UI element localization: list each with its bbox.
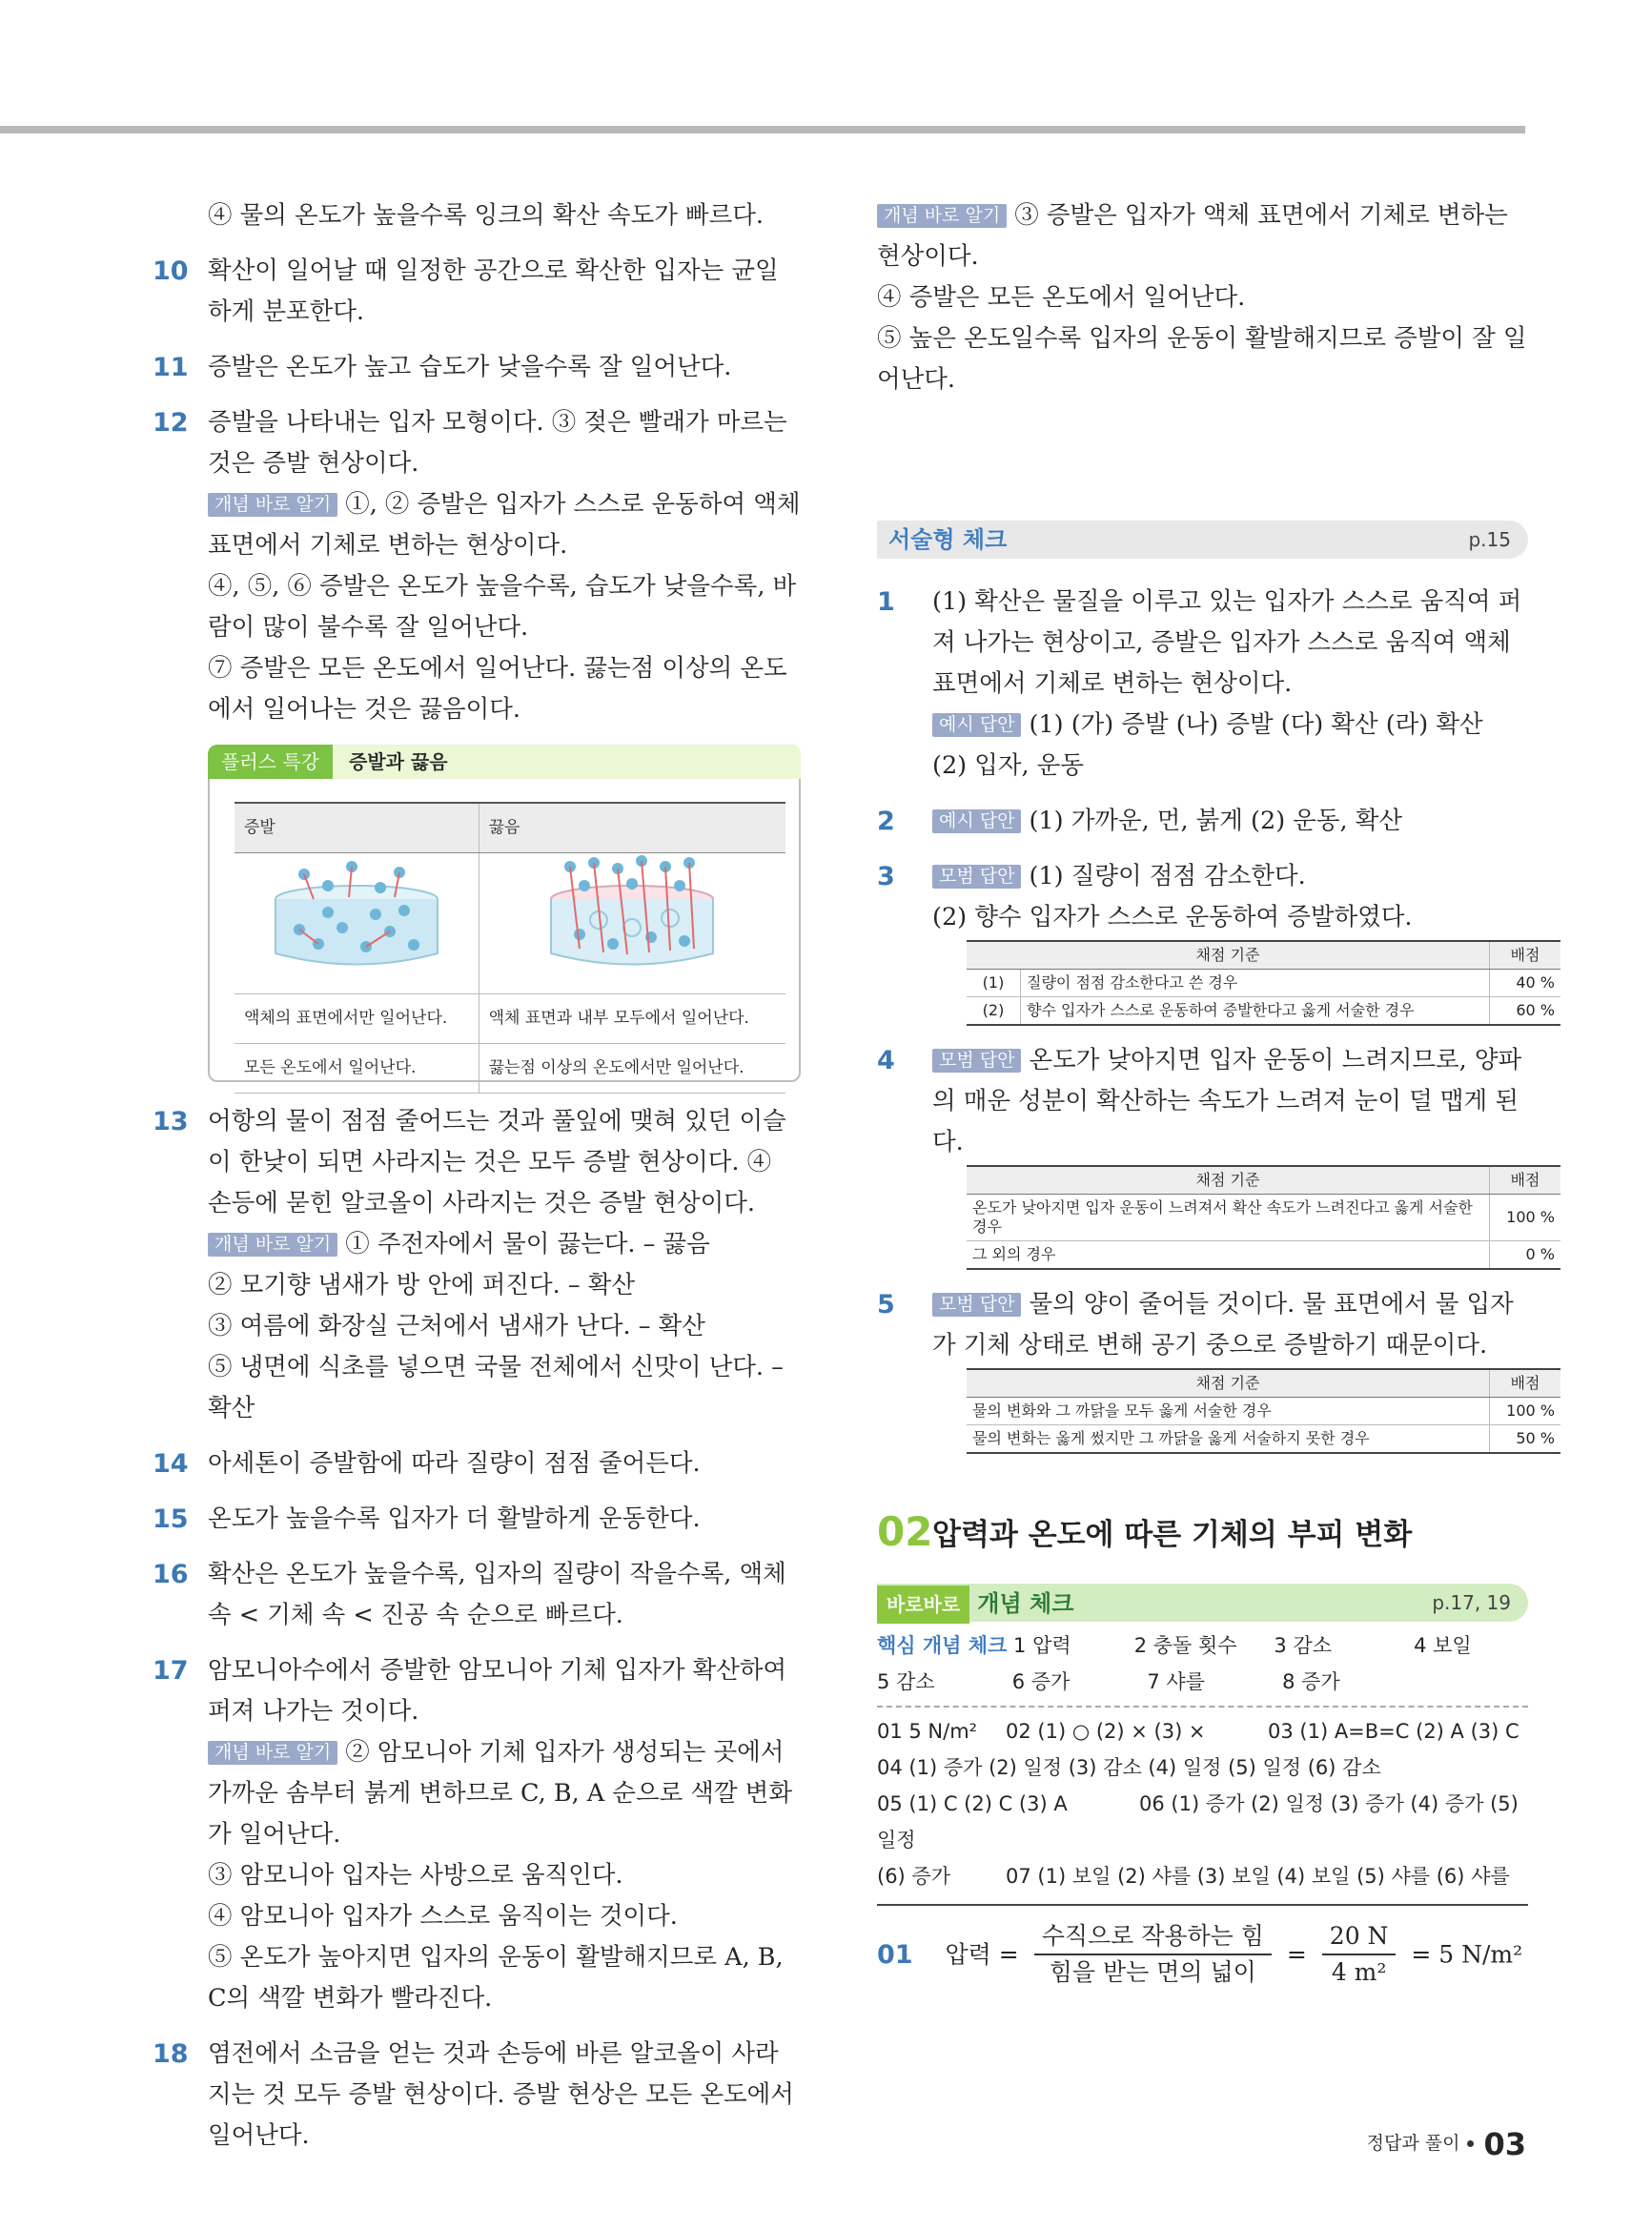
evaporation-boiling-table — [235, 802, 785, 1094]
question-item-17 — [153, 1650, 801, 2019]
essay-check-title: 서술형 체크 — [888, 526, 1008, 553]
item-extra-text: (2) 향수 입자가 스스로 운동하여 증발하였다. — [932, 903, 1413, 931]
question-item-13 — [153, 1101, 801, 1429]
question-item-15 — [153, 1499, 801, 1540]
criteria-cell: 향수 입자가 스스로 운동하여 증발한다고 옳게 서술한 경우 — [1021, 997, 1490, 1026]
bullet-dot — [1467, 2140, 1474, 2147]
col-header-evaporation: 증발 — [235, 803, 479, 853]
question-number: 13 — [153, 1107, 189, 1136]
criteria-cell: 온도가 낮아지면 입자 운동이 느려져서 확산 속도가 느려진다고 옳게 서술한 경우 — [967, 1195, 1490, 1241]
question-number: 12 — [153, 408, 189, 438]
item-text: ④ 물의 온도가 높을수록 잉크의 확산 속도가 빠르다. — [208, 201, 765, 230]
item-text: 암모니아수에서 증발한 암모니아 기체 입자가 확산하여 퍼져 나가는 것이다. — [208, 1656, 787, 1726]
tag-text: (1) (가) 증발 (나) 증발 (다) 확산 (라) 확산 — [1029, 710, 1483, 739]
answer-tag: 모범 답안 — [932, 1049, 1021, 1073]
boil-surface-cell: 액체 표면과 내부 모두에서 일어난다. — [479, 994, 785, 1044]
evap-surface-cell: 액체의 표면에서만 일어난다. — [235, 994, 479, 1044]
answer-tag: 모범 답안 — [932, 1293, 1021, 1317]
right-column — [877, 195, 1555, 1990]
grading-header-points: 배점 — [1490, 1166, 1561, 1195]
item-text: 확산이 일어날 때 일정한 공간으로 확산한 입자는 균일하게 분포한다. — [208, 256, 779, 326]
grading-table — [967, 940, 1560, 1026]
criteria-cell: 그 외의 경우 — [967, 1241, 1490, 1270]
answer-tag: 개념 바로 알기 — [208, 1741, 337, 1765]
footer-label: 정답과 풀이 — [1366, 2133, 1460, 2154]
tag-text: (1) 질량이 점점 감소한다. — [1029, 862, 1306, 890]
tag-text: 물의 양이 줄어들 것이다. 물 표면에서 물 입자가 기체 상태로 변해 공기 중으로 증발하기 때문이다. — [932, 1290, 1514, 1360]
tag-text: (1) 가까운, 먼, 붉게 (2) 운동, 확산 — [1029, 807, 1402, 835]
item-text: 확산은 온도가 높을수록, 입자의 질량이 작을수록, 액체 속 < 기체 속 < 진공 속 순으로 빠르다. — [208, 1560, 786, 1629]
grading-row — [967, 1241, 1560, 1270]
grading-row — [967, 997, 1560, 1026]
item-text: 증발을 나타내는 입자 모형이다. ③ 젖은 빨래가 마르는 것은 증발 현상이다. — [208, 408, 787, 478]
tag-text: ① 주전자에서 물이 끓는다. – 끓음 — [345, 1230, 710, 1258]
formula-01: 01 압력 = $\frac{\text{수직으로 작용하는 힘}}{\text{힘을 받는 면의 넓이}}$ = $\frac{20 N}{\text{4 m²}}$ = 5 N/m² — [877, 1919, 1528, 1990]
item-extra-text: ④ 암모니아 입자가 스스로 움직이는 것이다. — [208, 1902, 678, 1931]
item-text: 어항의 물이 점점 줄어드는 것과 풀잎에 맺혀 있던 이슬이 한낮이 되면 사라지는 것은 모두 증발 현상이다. ④ 손등에 묻힌 알코올이 사라지는 것은 증발 현상이다. — [208, 1107, 786, 1217]
chapter-title: 압력과 온도에 따른 기체의 부피 변화 — [932, 1518, 1413, 1552]
answer-tag: 예시 답안 — [932, 713, 1021, 737]
value-fraction: $\frac{20 N}{\text{4 m²}}$ — [1322, 1919, 1397, 1990]
grading-row — [967, 1398, 1560, 1425]
grading-row — [967, 970, 1560, 997]
question-number: 1 — [877, 587, 895, 617]
answer-tag: 개념 바로 알기 — [208, 493, 337, 517]
question-number: 15 — [153, 1504, 189, 1534]
chapter-number: 02 — [877, 1508, 933, 1555]
core-concept-label: 핵심 개념 체크 — [877, 1634, 1008, 1657]
points-cell: 0 % — [1490, 1241, 1561, 1270]
page-number: 03 — [1483, 2126, 1526, 2162]
sub-index-cell: (1) — [967, 970, 1021, 997]
item-extra-text: ③ 암모니아 입자는 사방으로 움직인다. — [208, 1861, 623, 1890]
item-extra-text: ② 모기향 냄새가 방 안에 퍼진다. – 확산 — [208, 1271, 635, 1299]
boiling-illustration — [479, 853, 785, 994]
question-number: 17 — [153, 1656, 189, 1686]
question-number: 5 — [877, 1290, 895, 1320]
answer-tag: 예시 답안 — [932, 809, 1021, 833]
question-item-18 — [153, 2034, 801, 2157]
item-extra-text: ③ 여름에 화장실 근처에서 냄새가 난다. – 확산 — [208, 1312, 705, 1340]
answer-tag: 개념 바로 알기 — [208, 1233, 337, 1257]
top-rule — [0, 126, 1525, 133]
col-header-boiling: 끓음 — [479, 803, 785, 853]
answer-tag: 모범 답안 — [932, 865, 1021, 889]
points-cell: 60 % — [1490, 997, 1561, 1026]
question-number: 4 — [877, 1046, 895, 1075]
question-item-5 — [877, 1284, 1555, 1454]
grading-table — [967, 1368, 1560, 1454]
question-item-12 — [153, 402, 801, 730]
question-item-10 — [153, 251, 801, 333]
item-extra-text: ⑦ 증발은 모든 온도에서 일어난다. 끓는점 이상의 온도에서 일어나는 것은 끓음이다. — [208, 654, 787, 724]
grading-header-criteria: 채점 기준 — [967, 1369, 1490, 1398]
question-item-3 — [877, 856, 1555, 1026]
concept-answers: 01 5 N/m² 02 (1) ○ (2) × (3) × 03 (1) A=B=C (2) A (3) C 04 (1) 증가 (2) 일정 (3) 감소 (4) 일정 (5) 일정 (6) 감소 05 (1) C (2) C (3) A 06 (1) 증가 (2) 일정 (3) 증가 (4) 증가 (5) 일정 (6) 증가 07 (1) 보일 (2) 샤를 (3) 보일 (4) 보일 (5) 샤를 (6) 샤를 — [877, 1720, 1519, 1888]
item-extra-text: ⑤ 온도가 높아지면 입자의 운동이 활발해지므로 A, B, C의 색깔 변화가 빨라진다. — [208, 1943, 784, 2013]
item-12-continued-concept: 개념 바로 알기 ③ 증발은 입자가 액체 표면에서 기체로 변하는 현상이다. ④ 증발은 모든 온도에서 일어난다. ⑤ 높은 온도일수록 입자의 운동이 활발해지므로 증발이 잘 일어난다. — [877, 201, 1527, 394]
points-cell: 40 % — [1490, 970, 1561, 997]
grading-header-criteria: 채점 기준 — [967, 1166, 1490, 1195]
question-item-11 — [153, 347, 801, 388]
concept-check-bar — [877, 1584, 1528, 1622]
answers-bottom-rule — [877, 1904, 1528, 1906]
grading-header-criteria: 채점 기준 — [967, 941, 1490, 970]
criteria-cell: 질량이 점점 감소한다고 쓴 경우 — [1021, 970, 1490, 997]
question-number: 14 — [153, 1449, 189, 1479]
question-number: 3 — [877, 862, 895, 891]
grading-row — [967, 1195, 1560, 1241]
tag-text: ② 암모니아 기체 입자가 생성되는 곳에서 가까운 솜부터 붉게 변하므로 C, B, A 순으로 색깔 변화가 일어난다. — [208, 1738, 792, 1849]
grading-row — [967, 1425, 1560, 1454]
dashed-divider — [877, 1706, 1528, 1708]
evap-temp-cell: 모든 온도에서 일어난다. — [235, 1044, 479, 1094]
question-number: 10 — [153, 256, 189, 286]
essay-check-bar — [877, 521, 1528, 559]
item-9-continuation — [153, 195, 801, 236]
question-number: 11 — [153, 353, 189, 382]
tag-text: 온도가 낮아지면 입자 운동이 느려지므로, 양파의 매운 성분이 확산하는 속도가 느려져 눈이 덜 맵게 된다. — [932, 1046, 1522, 1156]
points-cell: 100 % — [1490, 1398, 1561, 1425]
concept-check-label: 바로바로 — [877, 1586, 969, 1624]
item-text: 온도가 높을수록 입자가 더 활발하게 운동한다. — [208, 1504, 701, 1533]
chapter-heading — [877, 1508, 1528, 1568]
concept-check-page: p.17, 19 — [1432, 1591, 1511, 1614]
formula-number: 01 — [877, 1939, 913, 1970]
plus-lecture-box — [208, 745, 801, 1082]
question-item-1 — [877, 582, 1528, 787]
plus-lecture-title: 증발과 끓음 — [349, 750, 448, 773]
item-text: 염전에서 소금을 얻는 것과 손등에 바른 알코올이 사라지는 것 모두 증발 현상이다. 증발 현상은 모든 온도에서 일어난다. — [208, 2039, 794, 2150]
item-extra-text: (2) 입자, 운동 — [932, 751, 1084, 780]
pressure-fraction: $\frac{\text{수직으로 작용하는 힘}}{\text{힘을 받는 면의 넓이}}$ — [1034, 1919, 1272, 1990]
item-text: 아세톤이 증발함에 따라 질량이 점점 줄어든다. — [208, 1449, 701, 1478]
criteria-cell: 물의 변화와 그 까닭을 모두 옳게 서술한 경우 — [967, 1398, 1490, 1425]
item-text: (1) 확산은 물질을 이루고 있는 입자가 스스로 움직여 퍼져 나가는 현상이고, 증발은 입자가 스스로 움직여 액체 표면에서 기체로 변하는 현상이다. — [932, 587, 1522, 698]
tag-text: ①, ② 증발은 입자가 스스로 운동하여 액체 표면에서 기체로 변하는 현상이다. — [208, 490, 801, 560]
question-item-16 — [153, 1554, 801, 1636]
question-number: 18 — [153, 2039, 189, 2069]
points-cell: 50 % — [1490, 1425, 1561, 1454]
grading-table — [967, 1165, 1560, 1270]
concept-check-title: 개념 체크 — [977, 1590, 1074, 1617]
concept-tag: 개념 바로 알기 — [877, 204, 1007, 228]
grading-header-points: 배점 — [1490, 1369, 1561, 1398]
points-cell: 100 % — [1490, 1195, 1561, 1241]
grading-header-points: 배점 — [1490, 941, 1561, 970]
criteria-cell: 물의 변화는 옳게 썼지만 그 까닭을 옳게 서술하지 못한 경우 — [967, 1425, 1490, 1454]
boil-temp-cell: 끓는점 이상의 온도에서만 일어난다. — [479, 1044, 785, 1094]
essay-check-page: p.15 — [1468, 528, 1511, 551]
question-number: 16 — [153, 1560, 189, 1589]
page-footer — [1367, 2126, 1526, 2162]
sub-index-cell: (2) — [967, 997, 1021, 1026]
plus-lecture-tag: 플러스 특강 — [208, 745, 333, 779]
question-number: 2 — [877, 807, 895, 836]
question-item-4 — [877, 1040, 1555, 1270]
question-item-2 — [877, 801, 1528, 842]
question-item-14 — [153, 1443, 801, 1484]
core-concept-check: 핵심 개념 체크 1 압력 2 충돌 횟수 3 감소 4 보일 5 감소 6 증가 7 샤를 8 증가 — [877, 1634, 1472, 1693]
evaporation-illustration — [235, 853, 479, 994]
item-text: 증발은 온도가 높고 습도가 낮을수록 잘 일어난다. — [208, 353, 732, 381]
left-column — [153, 195, 801, 2171]
item-extra-text: ⑤ 냉면에 식초를 넣으면 국물 전체에서 신맛이 난다. – 확산 — [208, 1353, 784, 1422]
item-extra-text: ④, ⑤, ⑥ 증발은 온도가 높을수록, 습도가 낮을수록, 바람이 많이 불수록 잘 일어난다. — [208, 572, 797, 642]
